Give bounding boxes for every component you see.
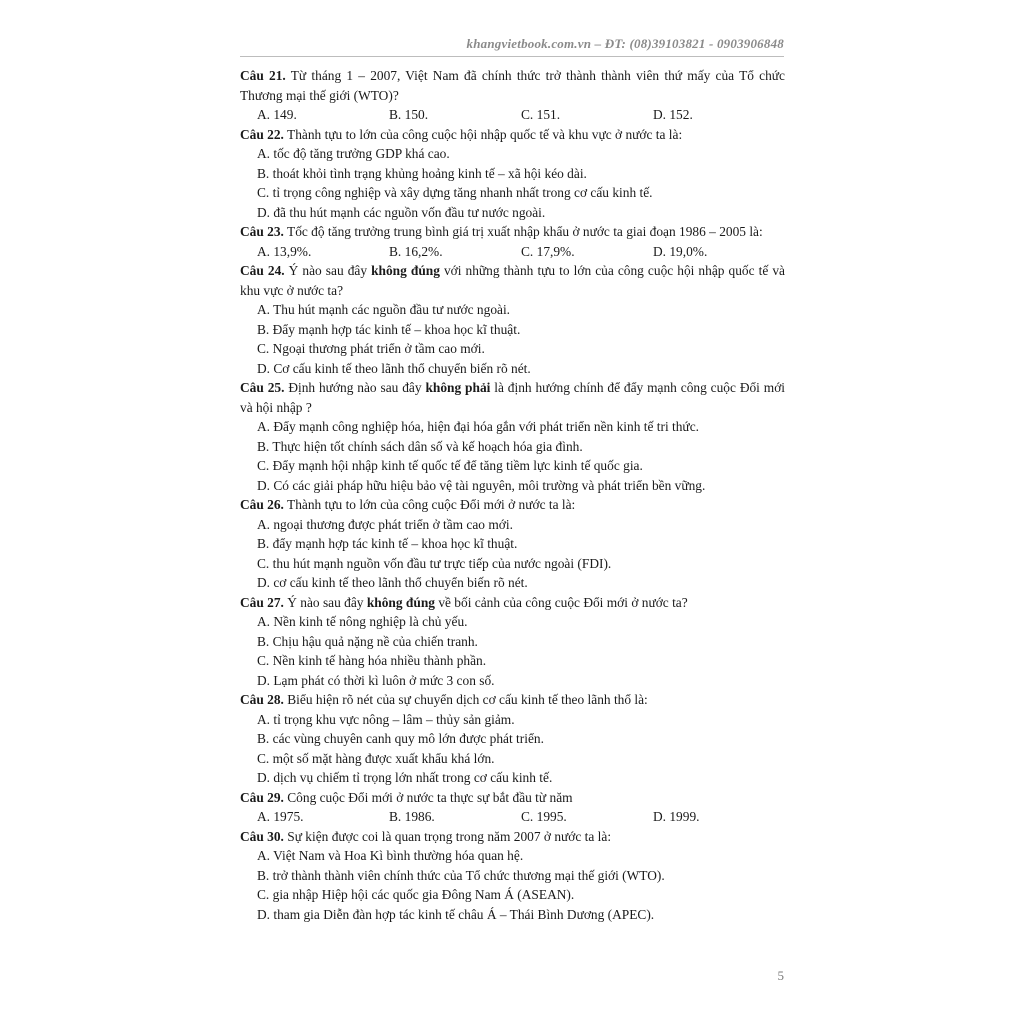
- answer-option: C. một số mặt hàng được xuất khẩu khá lớn.: [257, 750, 495, 766]
- answer-option: B. 150.: [389, 107, 429, 122]
- question-block: [240, 222, 785, 261]
- answer-option: C. Ngoại thương phát triển ở tầm cao mới.: [257, 341, 485, 356]
- question-number: Câu 24.: [240, 263, 285, 278]
- question-stem: [240, 66, 785, 105]
- question-block: [240, 690, 785, 788]
- answer-option: A. 1975.: [257, 809, 304, 824]
- question-number: Câu 25.: [240, 380, 285, 395]
- answer-options-row: [240, 242, 785, 262]
- question-text-continued: là định hướng chính để đẩy mạnh công cuộc Đổi mới và hội nhập ?: [240, 380, 785, 415]
- question-text: Ý nào sau đây: [283, 594, 367, 610]
- question-text: Sự kiện được coi là quan trọng trong năm 2007 ở nước ta là:: [283, 828, 612, 844]
- question-block: [240, 378, 785, 495]
- answer-option: A. tỉ trọng khu vực nông – lâm – thủy sản giảm.: [257, 711, 515, 727]
- answer-option: C. 17,9%.: [521, 243, 575, 259]
- answer-option: D. cơ cấu kinh tế theo lãnh thổ chuyển biến rõ nét.: [257, 575, 528, 590]
- question-number: Câu 23.: [240, 224, 284, 239]
- question-number: Câu 21.: [240, 68, 286, 83]
- answer-option: B. thoát khỏi tình trạng khủng hoảng kinh tế – xã hội kéo dài.: [257, 165, 587, 181]
- answer-option: D. Cơ cấu kinh tế theo lãnh thổ chuyển biến rõ nét.: [257, 360, 531, 376]
- header-contact: – ĐT: (08)39103821 - 0903906848: [591, 36, 784, 51]
- page-header: [240, 36, 784, 52]
- question-block: [240, 66, 785, 125]
- answer-option: B. Chịu hậu quả nặng nề của chiến tranh.: [257, 633, 478, 649]
- answer-option: A. 149.: [257, 107, 297, 122]
- question-stem: [240, 690, 785, 710]
- header-rule: [240, 56, 784, 57]
- answer-option: D. đã thu hút mạnh các nguồn vốn đầu tư nước ngoài.: [257, 204, 546, 220]
- question-block: [240, 827, 785, 925]
- answer-option: D. Lạm phát có thời kì luôn ở mức 3 con số.: [257, 672, 495, 688]
- answer-option: D. 1999.: [653, 809, 700, 824]
- question-keyword: không phải: [425, 380, 491, 395]
- question-stem: [240, 378, 785, 417]
- question-stem: [240, 222, 785, 242]
- answer-option: A. Đẩy mạnh công nghiệp hóa, hiện đại hóa gắn với phát triển nền kinh tế tri thức.: [257, 419, 699, 434]
- answer-option: C. 151.: [521, 107, 561, 122]
- question-number: Câu 29.: [240, 789, 284, 805]
- header-site: khangvietbook.com.vn: [466, 36, 592, 51]
- answer-option: B. các vùng chuyên canh quy mô lớn được phát triển.: [257, 731, 544, 746]
- question-text-continued: về bối cảnh của công cuộc Đổi mới ở nước ta?: [434, 594, 688, 610]
- question-block: [240, 593, 785, 691]
- question-number: Câu 26.: [240, 497, 284, 512]
- question-text: Tốc độ tăng trưởng trung bình giá trị xuất nhập khẩu ở nước ta giai đoạn 1986 – 2005 là:: [283, 224, 763, 239]
- question-stem: [240, 593, 785, 613]
- answer-option: A. Nền kinh tế nông nghiệp là chủ yếu.: [257, 614, 468, 629]
- question-block: [240, 495, 785, 593]
- question-number: Câu 27.: [240, 594, 284, 610]
- question-stem: [240, 261, 785, 300]
- question-block: [240, 788, 785, 827]
- question-text: Biểu hiện rõ nét của sự chuyển dịch cơ cấu kinh tế theo lãnh thổ là:: [283, 692, 648, 707]
- question-stem: [240, 125, 785, 145]
- question-text: Ý nào sau đây: [284, 263, 372, 278]
- answer-option: D. dịch vụ chiếm tỉ trọng lớn nhất trong cơ cấu kinh tế.: [257, 770, 553, 785]
- answer-option: C. gia nhập Hiệp hội các quốc gia Đông Nam Á (ASEAN).: [257, 887, 575, 902]
- answer-option: B. Thực hiện tốt chính sách dân số và kế hoạch hóa gia đình.: [257, 438, 583, 454]
- answer-option: D. 19,0%.: [653, 243, 708, 259]
- answer-option: C. Nền kinh tế hàng hóa nhiều thành phần.: [257, 653, 487, 668]
- question-text: Thành tựu to lớn của công cuộc Đổi mới ở nước ta là:: [283, 497, 576, 512]
- answer-options-row: [240, 105, 785, 125]
- answer-option: D. Có các giải pháp hữu hiệu bảo vệ tài nguyên, môi trường và phát triển bền vững.: [257, 477, 706, 493]
- answer-option: C. thu hút mạnh nguồn vốn đầu tư trực tiếp của nước ngoài (FDI).: [257, 555, 612, 571]
- question-stem: [240, 827, 785, 847]
- answer-option: A. Thu hút mạnh các nguồn đầu tư nước ngoài.: [257, 302, 511, 317]
- question-stem: [240, 788, 785, 808]
- question-number: Câu 28.: [240, 692, 284, 707]
- question-text-continued: với những thành tựu to lớn của công cuộc hội nhập quốc tế và khu vực ở nước ta?: [240, 263, 785, 298]
- answer-option: A. tốc độ tăng trưởng GDP khá cao.: [257, 146, 450, 161]
- question-keyword: không đúng: [366, 594, 435, 610]
- question-text: Định hướng nào sau đây: [284, 380, 426, 395]
- answer-option: B. Đẩy mạnh hợp tác kinh tế – khoa học kĩ thuật.: [257, 321, 521, 337]
- answer-option: D. 152.: [653, 107, 693, 122]
- answer-options-row: [240, 807, 785, 827]
- answer-option: A. Việt Nam và Hoa Kì bình thường hóa quan hệ.: [257, 848, 524, 863]
- answer-option: C. tỉ trọng công nghiệp và xây dựng tăng nhanh nhất trong cơ cấu kinh tế.: [257, 185, 653, 200]
- answer-option: A. ngoại thương được phát triển ở tầm cao mới.: [257, 516, 513, 532]
- answer-option: B. đẩy mạnh hợp tác kinh tế – khoa học kĩ thuật.: [257, 536, 518, 551]
- answer-option: B. trở thành thành viên chính thức của Tổ chức thương mại thế giới (WTO).: [257, 867, 665, 883]
- answer-option: D. tham gia Diễn đàn hợp tác kinh tế châu Á – Thái Bình Dương (APEC).: [257, 906, 655, 922]
- question-stem: [240, 495, 785, 515]
- question-text: Từ tháng 1 – 2007, Việt Nam đã chính thức trở thành thành viên thứ mấy của Tổ chức Thương mại thế giới (WTO)?: [240, 68, 785, 103]
- answer-option: A. 13,9%.: [257, 243, 312, 259]
- question-keyword: không đúng: [371, 263, 440, 278]
- question-text: Công cuộc Đổi mới ở nước ta thực sự bắt đầu từ năm: [283, 789, 573, 805]
- answer-option: C. Đẩy mạnh hội nhập kinh tế quốc tế để tăng tiềm lực kinh tế quốc gia.: [257, 458, 643, 473]
- answer-option: B. 1986.: [389, 809, 435, 824]
- question-number: Câu 22.: [240, 126, 284, 142]
- answer-option: B. 16,2%.: [389, 243, 443, 259]
- answer-option: C. 1995.: [521, 809, 567, 824]
- question-list: [240, 66, 785, 924]
- question-number: Câu 30.: [240, 828, 284, 844]
- question-block: [240, 125, 785, 223]
- question-text: Thành tựu to lớn của công cuộc hội nhập quốc tế và khu vực ở nước ta là:: [283, 126, 683, 142]
- question-block: [240, 261, 785, 378]
- page-number: 5: [777, 968, 784, 983]
